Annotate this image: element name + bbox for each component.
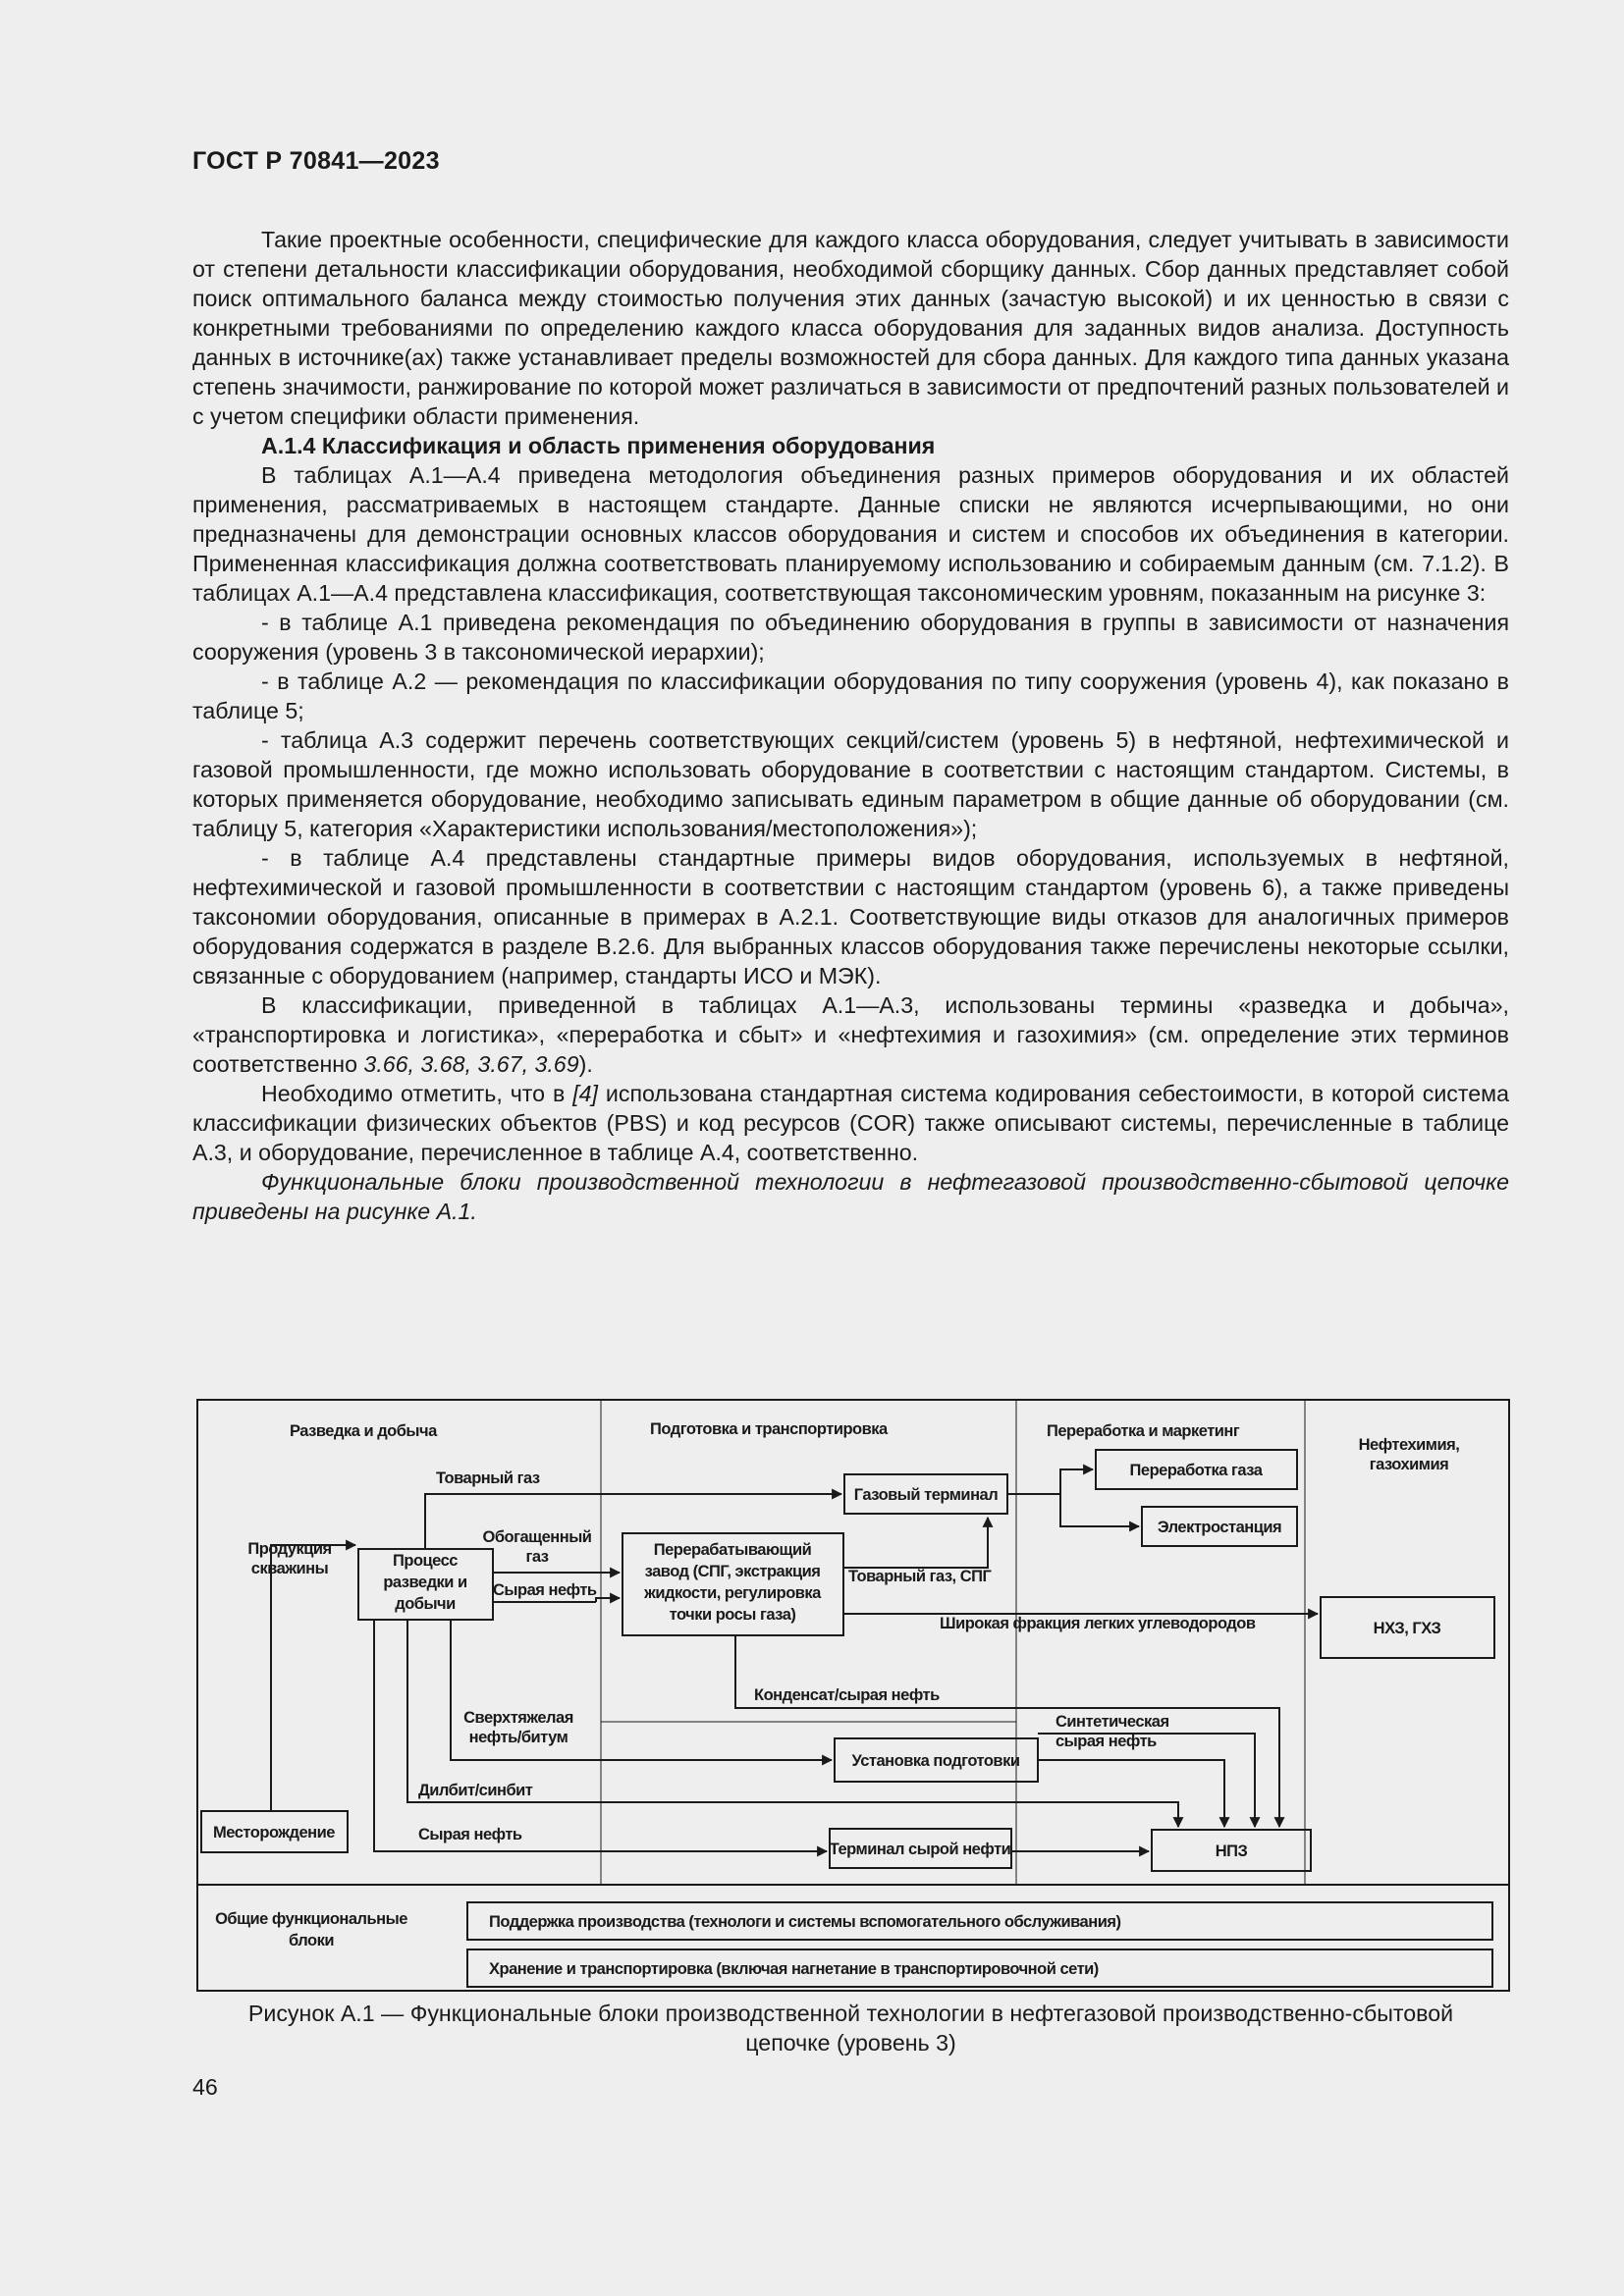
upgrader-label: Установка подготовки <box>851 1752 1020 1770</box>
extra-heavy-label: Сверхтяжелая <box>463 1709 573 1727</box>
body-text <box>192 225 1509 1226</box>
paragraph-text: ). <box>578 1051 593 1077</box>
extra-heavy-label: нефть/битум <box>468 1729 568 1746</box>
paragraph: Такие проектные особенности, специфические для каждого класса оборудования, следует учитывать в зависимости от степени детальности классификации оборудования, необходимой сборщику данных. Сбор данных представляет собой поиск оптимального баланса между стоимостью получения этих данных (зачастую высокой) и их ценностью в связи с конкретными требованиями по определению каждого класса оборудования для заданных видов анализа. Доступность данных в источнике(ах) также устанавливает пределы возможностей для сбора данных. Для каждого типа данных указана степень значимости, ранжирование по которой может различаться в зависимости от предпочтений разных пользователей и с учетом специфики области применения. <box>192 227 1509 429</box>
column-header-petrochem: Нефтехимия, <box>1358 1436 1460 1454</box>
ngl-label: Широкая фракция легких углеводородов <box>940 1615 1256 1632</box>
support-label: Поддержка производства (технологи и системы вспомогательного обслуживания) <box>489 1913 1121 1931</box>
field-label: Месторождение <box>213 1824 335 1842</box>
plant-label: точки росы газа) <box>669 1606 796 1624</box>
page-number: 46 <box>192 2074 218 2100</box>
paragraph <box>192 990 1509 1079</box>
paragraph-text: В классификации, приведенной в таблицах А.1—А.3, использованы термины «разведка и добыча», «транспортировка и логистика», «переработка и сбыт» и «нефтехимия и газохимия» (см. определение этих терминов соответственно <box>192 992 1509 1077</box>
paragraph: В таблицах А.1—А.4 приведена методология объединения разных примеров оборудования и их областей применения, рассматриваемых в настоящем стандарте. Данные списки не являются исчерпывающими, но они предназначены для демонстрации основных классов оборудования и систем и способов их объединения в категории. Примененная классификация должна соответствовать планируемому использованию и собираемым данным (см. 7.1.2). В таблицах А.1—А.4 представлена классификация, соответствующая таксономическим уровням, показанным на рисунке 3: <box>192 462 1509 606</box>
figure-caption <box>192 1999 1509 2057</box>
commercial-gas-lng-label: Товарный газ, СПГ <box>848 1568 992 1585</box>
commercial-gas-label: Товарный газ <box>436 1469 540 1487</box>
condensate-label: Конденсат/сырая нефть <box>754 1686 940 1704</box>
synthetic-crude-label: сырая нефть <box>1056 1733 1157 1750</box>
crude-oil-label: Сырая нефть <box>493 1581 597 1599</box>
dilbit-label: Дилбит/синбит <box>418 1782 533 1799</box>
storage-label: Хранение и транспортировка (включая нагнетание в транспортировочной сети) <box>489 1960 1099 1978</box>
plant-label: Перерабатывающий <box>653 1541 812 1559</box>
power-plant-label: Электростанция <box>1157 1519 1282 1536</box>
enriched-gas-label: газ <box>525 1548 549 1566</box>
caption-line: Рисунок А.1 — Функциональные блоки производственной технологии в нефтегазовой производственно-сбытовой <box>247 2001 1454 2026</box>
list-item: - таблица А.3 содержит перечень соответствующих секций/систем (уровень 5) в нефтяной, нефтехимической и газовой промышленности, где можно использовать оборудование в соответствии с настоящим стандартом. Системы, в которых применяется оборудование, необходимо записывать единым параметром в общие данные об оборудовании (см. таблицу 5, категория «Характеристики использования/местоположения»); <box>192 727 1509 841</box>
term-references: 3.66, 3.68, 3.67, 3.69 <box>363 1051 579 1077</box>
paragraph-text: Необходимо отметить, что в <box>261 1081 573 1106</box>
process-label: разведки и <box>383 1574 467 1591</box>
process-label: добычи <box>395 1595 456 1613</box>
process-label: Процесс <box>393 1552 458 1570</box>
plant-label: завод (СПГ, экстракция <box>644 1563 821 1580</box>
column-header-refining: Переработка и маркетинг <box>1047 1422 1240 1440</box>
section-heading: А.1.4 Классификация и область применения оборудования <box>261 433 936 458</box>
enriched-gas-label: Обогащенный <box>482 1528 592 1546</box>
gas-processing-label: Переработка газа <box>1129 1462 1263 1479</box>
crude-oil-label: Сырая нефть <box>418 1826 522 1843</box>
list-item: - в таблице А.2 — рекомендация по классификации оборудования по типу сооружения (уровень 4), как показано в таблице 5; <box>192 668 1509 723</box>
column-header-petrochem: газохимия <box>1369 1456 1449 1473</box>
bibliography-reference: [4] <box>572 1081 598 1106</box>
column-header-transport: Подготовка и транспортировка <box>650 1420 888 1438</box>
plant-label: жидкости, регулировка <box>644 1584 821 1602</box>
paragraph <box>192 1079 1509 1167</box>
gas-terminal-label: Газовый терминал <box>853 1486 999 1504</box>
paragraph-text: использована стандартная система кодирования себестоимости, в которой система классификации физических объектов (PBS) и код ресурсов (COR) также описывают системы, перечисленные в таблице А.3, и оборудование, перечисленное в таблице А.4, соответственно. <box>192 1081 1509 1165</box>
petrochem-plant-label: НХЗ, ГХЗ <box>1373 1620 1441 1637</box>
paragraph: Функциональные блоки производственной технологии в нефтегазовой производственно-сбытовой цепочке приведены на рисунке А.1. <box>192 1169 1509 1224</box>
column-header-exploration: Разведка и добыча <box>290 1422 437 1440</box>
well-products-label: Продукция <box>247 1540 332 1558</box>
well-products-label: скважины <box>250 1560 329 1577</box>
document-header: ГОСТ Р 70841—2023 <box>192 147 440 175</box>
caption-line: цепочке (уровень 3) <box>745 2030 956 2056</box>
common-blocks-label: Общие функциональные <box>215 1910 407 1928</box>
crude-terminal-label: Терминал сырой нефти <box>829 1841 1011 1858</box>
list-item: - в таблице А.1 приведена рекомендация по объединению оборудования в группы в зависимости от назначения сооружения (уровень 3 в таксономической иерархии); <box>192 610 1509 665</box>
list-item: - в таблице А.4 представлены стандартные примеры видов оборудования, используемых в нефтяной, нефтехимической и газовой промышленности в соответствии с настоящим стандартом (уровень 6), а также приведены таксономии оборудования, описанные в примерах в А.2.1. Соответствующие виды отказов для аналогичных примеров оборудования содержатся в разделе В.2.6. Для выбранных классов оборудования также перечислены некоторые ссылки, связанные с оборудованием (например, стандарты ИСО и МЭК). <box>192 845 1509 988</box>
refinery-label: НПЗ <box>1215 1842 1248 1860</box>
common-blocks-label: блоки <box>288 1932 335 1949</box>
diagram-canvas <box>196 1399 1510 1992</box>
figure-diagram <box>196 1399 1510 1992</box>
synthetic-crude-label: Синтетическая <box>1056 1713 1169 1731</box>
